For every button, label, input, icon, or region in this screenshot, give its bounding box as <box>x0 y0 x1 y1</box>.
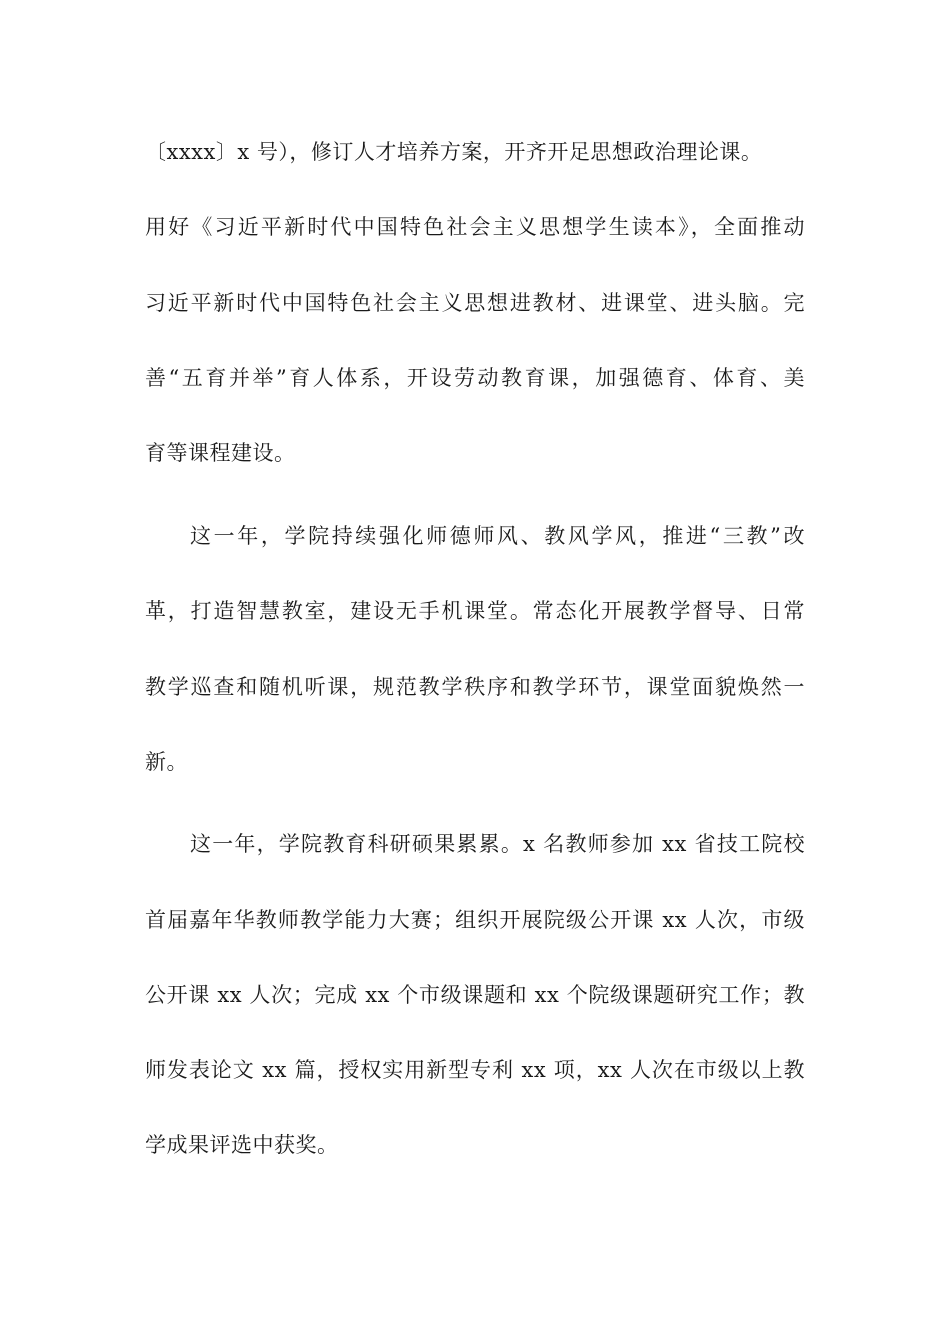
paragraph-1-line-5: 育等课程建设。 <box>145 441 296 465</box>
paragraph-3-line-3: 公开课 xx 人次；完成 xx 个市级课题和 xx 个院级课题研究工作；教 <box>145 983 805 1007</box>
paragraph-1-line-4: 善“五育并举”育人体系，开设劳动教育课，加强德育、体育、美 <box>145 366 805 390</box>
paragraph-2-line-3: 教学巡查和随机听课，规范教学秩序和教学环节，课堂面貌焕然一 <box>145 675 805 699</box>
paragraph-1-line-2: 用好《习近平新时代中国特色社会主义思想学生读本》，全面推动 <box>145 215 805 239</box>
paragraph-1-line-3: 习近平新时代中国特色社会主义思想进教材、进课堂、进头脑。完 <box>145 291 805 315</box>
paragraph-2-line-4: 新。 <box>145 750 188 774</box>
paragraph-2-line-1: 这一年，学院持续强化师德师风、教风学风，推进“三教”改 <box>190 524 805 548</box>
paragraph-3-line-2: 首届嘉年华教师教学能力大赛；组织开展院级公开课 xx 人次，市级 <box>145 908 805 932</box>
paragraph-3-line-1: 这一年，学院教育科研硕果累累。x 名教师参加 xx 省技工院校 <box>190 832 805 856</box>
paragraph-3-line-4: 师发表论文 xx 篇，授权实用新型专利 xx 项，xx 人次在市级以上教 <box>145 1058 805 1082</box>
paragraph-3-line-5: 学成果评选中获奖。 <box>145 1133 339 1157</box>
paragraph-2-line-2: 革，打造智慧教室，建设无手机课堂。常态化开展教学督导、日常 <box>145 599 805 623</box>
paragraph-1-line-1: 〔xxxx〕x 号），修订人才培养方案，开齐开足思想政治理论课。 <box>145 140 763 164</box>
